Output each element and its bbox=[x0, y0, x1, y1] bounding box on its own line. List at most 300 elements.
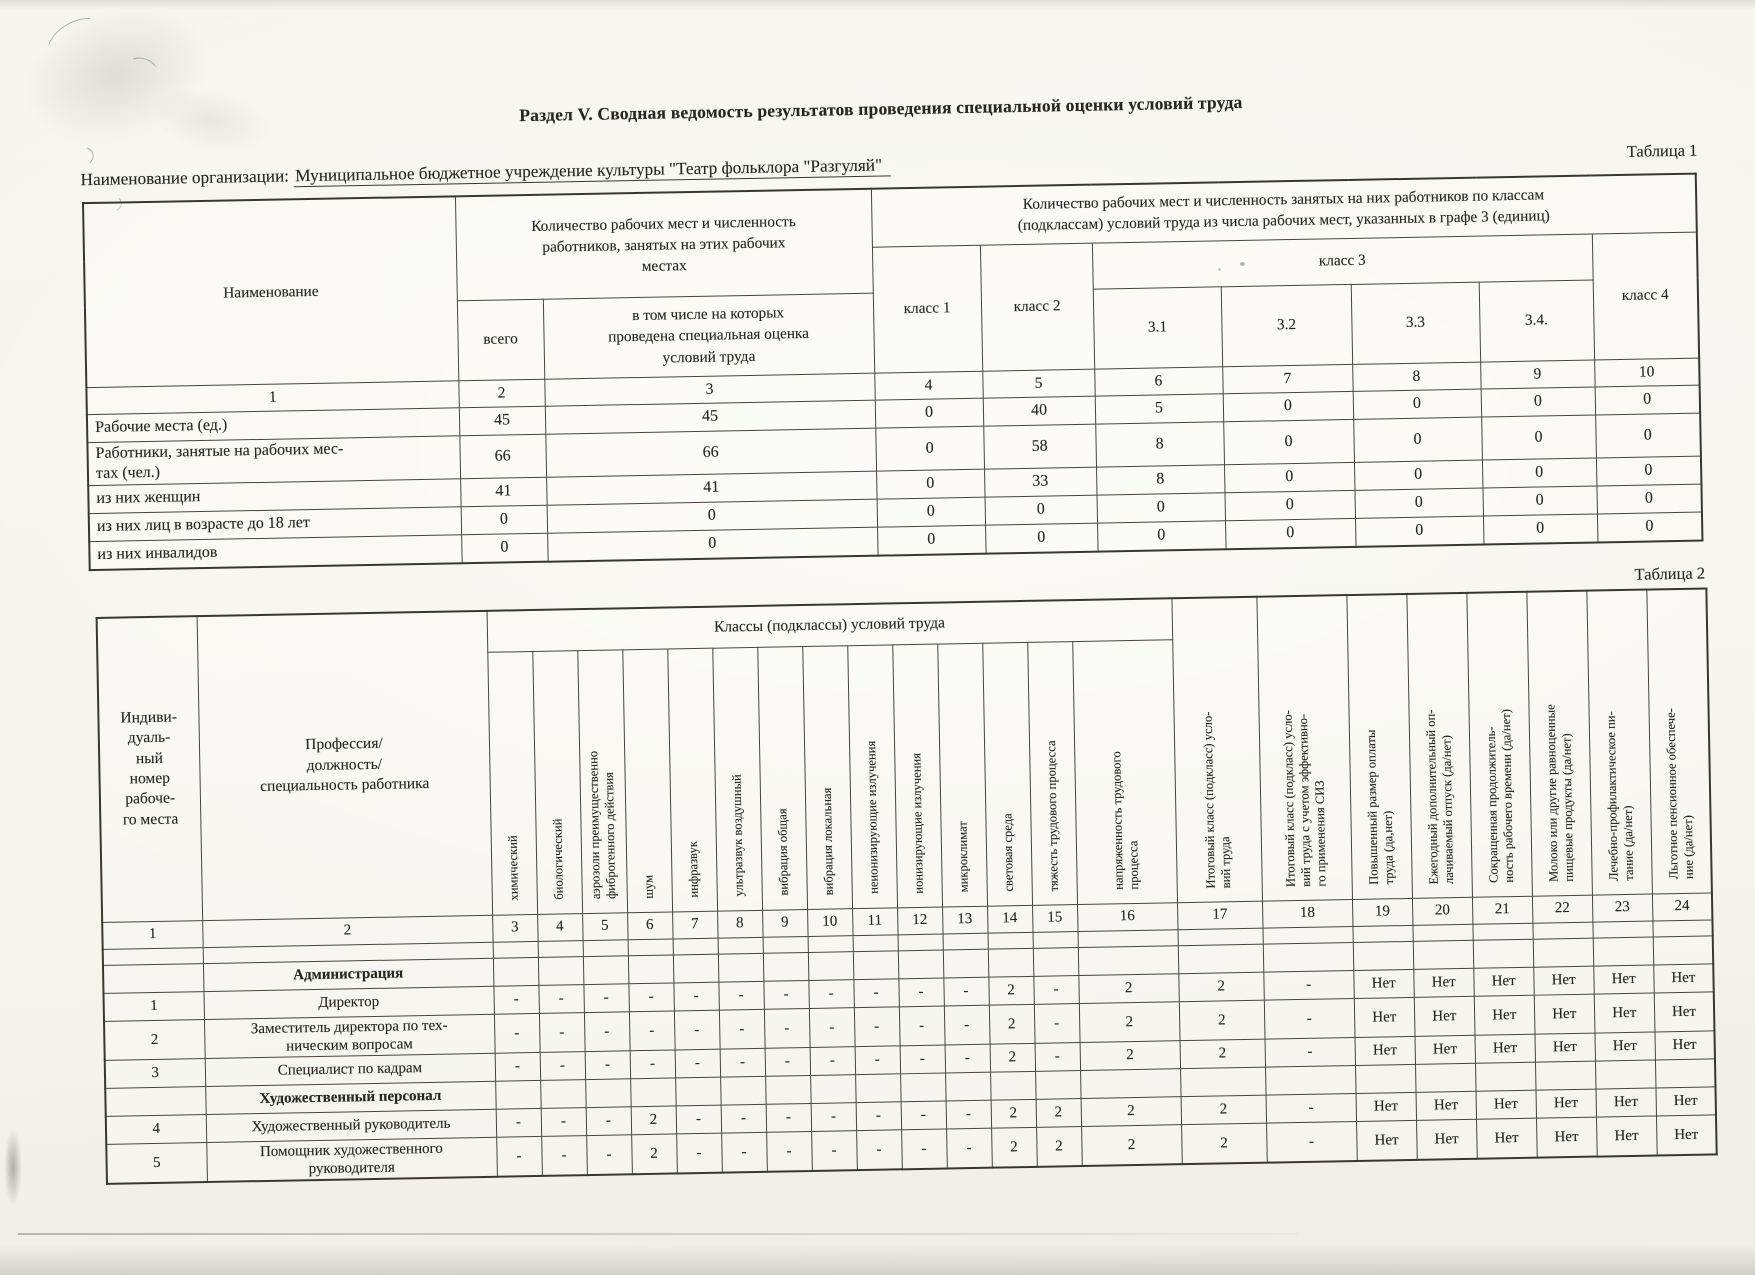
t2-cell: 2 bbox=[1181, 1095, 1266, 1125]
t2-cell: Нет bbox=[1414, 996, 1475, 1036]
t2-cell: - bbox=[540, 1051, 586, 1080]
t1-header-sub33: 3.3 bbox=[1351, 282, 1480, 364]
t2-cell bbox=[1653, 919, 1713, 936]
t1-cell: 0 bbox=[1225, 518, 1356, 549]
t2-cell bbox=[808, 935, 853, 952]
t2-cell: Нет bbox=[1656, 1086, 1717, 1115]
t2-cell: 2 bbox=[1080, 1040, 1181, 1070]
t2-header-vertical bbox=[892, 644, 942, 908]
t2-cell: - bbox=[718, 981, 764, 1010]
t2-cell bbox=[673, 938, 718, 955]
t2-column-number: 23 bbox=[1592, 894, 1652, 922]
t1-cell: 0 bbox=[877, 525, 986, 555]
t2-cell: 2 bbox=[1078, 973, 1179, 1003]
t1-header-class2: класс 2 bbox=[980, 243, 1094, 371]
t1-column-number: 8 bbox=[1352, 362, 1480, 391]
scan-paper-edge-line bbox=[18, 1233, 1298, 1235]
t2-cell bbox=[943, 949, 989, 978]
t2-cell: Нет bbox=[1536, 1117, 1597, 1158]
t1-cell: 0 bbox=[1481, 386, 1595, 416]
t1-cell: 0 bbox=[1223, 391, 1353, 421]
t1-cell: 66 bbox=[459, 434, 546, 479]
t2-cell: - bbox=[853, 978, 899, 1007]
t2-cell: 2 bbox=[1180, 1039, 1265, 1069]
t1-header-class1: класс 1 bbox=[872, 245, 982, 373]
t1-header-total: всего bbox=[457, 299, 544, 381]
t2-header-vertical-label: Льготное пенсионное обеспече- ние (да/нет) bbox=[1663, 708, 1696, 880]
t2-cell: - bbox=[946, 1128, 992, 1168]
t2-column-number: 6 bbox=[627, 911, 672, 939]
t2-cell: - bbox=[719, 1009, 765, 1049]
t1-cell: 0 bbox=[1483, 513, 1598, 544]
t2-cell: Нет bbox=[1355, 1036, 1416, 1065]
t2-cell bbox=[1535, 1061, 1596, 1090]
t2-header-vertical-label: световая среда bbox=[1000, 813, 1016, 892]
t2-cell: - bbox=[541, 1107, 587, 1136]
t2-header-workplace-number: Индиви- дуаль- ный номер рабоче- го места bbox=[97, 616, 203, 922]
t1-cell: 0 bbox=[547, 499, 877, 533]
t2-header-vertical bbox=[1647, 588, 1713, 894]
t2-cell: - bbox=[583, 983, 629, 1012]
t1-cell: 41 bbox=[546, 471, 876, 505]
t2-cell: - bbox=[630, 1049, 676, 1078]
t2-cell: 2 bbox=[1036, 1126, 1082, 1166]
t2-cell: - bbox=[494, 1013, 540, 1053]
t2-header-vertical bbox=[1027, 641, 1077, 905]
t2-row-number: 1 bbox=[103, 991, 203, 1021]
t2-header-vertical bbox=[1072, 639, 1177, 904]
t2-cell: - bbox=[538, 984, 584, 1013]
t2-header-vertical bbox=[712, 647, 762, 911]
t1-column-number: 7 bbox=[1222, 364, 1352, 393]
t2-header-vertical-label: вибрация общая bbox=[775, 808, 791, 897]
t2-cell bbox=[1413, 940, 1474, 969]
t1-column-number: 3 bbox=[544, 373, 874, 406]
t2-column-number: 9 bbox=[762, 909, 807, 937]
t1-cell: 40 bbox=[983, 396, 1095, 426]
t2-cell bbox=[1265, 1065, 1355, 1095]
t2-cell bbox=[1473, 923, 1533, 940]
t1-header-class3: класс 3 bbox=[1092, 234, 1593, 289]
t2-column-number: 14 bbox=[987, 905, 1032, 933]
t2-cell: Нет bbox=[1596, 1115, 1657, 1156]
t2-cell bbox=[1178, 944, 1263, 974]
t2-cell: - bbox=[945, 1044, 991, 1073]
t2-cell bbox=[988, 948, 1034, 977]
t1-header-name: Наименование bbox=[83, 196, 458, 387]
t2-cell: - bbox=[1266, 1093, 1356, 1123]
t1-cell: 0 bbox=[1223, 419, 1354, 464]
t2-cell: 2 bbox=[1181, 1123, 1267, 1164]
t2-cell: - bbox=[1265, 1037, 1355, 1067]
t2-header-vertical-label: ультразвук воздушный bbox=[729, 774, 746, 897]
t2-cell: - bbox=[628, 982, 674, 1011]
t2-cell: - bbox=[495, 1052, 541, 1081]
t2-cell: 2 bbox=[631, 1133, 677, 1173]
t2-cell: - bbox=[763, 980, 809, 1009]
t2-cell: 2 bbox=[1079, 1001, 1180, 1042]
t2-cell: 2 bbox=[1081, 1096, 1182, 1126]
t2-cell bbox=[1178, 928, 1263, 946]
t2-cell bbox=[585, 1078, 631, 1107]
t2-cell: - bbox=[944, 1005, 990, 1045]
t2-column-number: 16 bbox=[1077, 902, 1178, 931]
t2-cell: 2 bbox=[1036, 1098, 1082, 1127]
t1-cell: 0 bbox=[876, 469, 984, 499]
t1-cell: 8 bbox=[1096, 464, 1224, 494]
t2-cell bbox=[1353, 925, 1413, 942]
t2-cell: - bbox=[811, 1130, 857, 1170]
t2-header-vertical-label: аэрозоли преимущественно фиброгенного действия bbox=[586, 750, 619, 900]
t2-profession: Помощник художественного руководителя bbox=[206, 1137, 497, 1182]
t2-column-number: 24 bbox=[1652, 892, 1712, 920]
t2-cell: - bbox=[493, 985, 539, 1014]
t2-cell: Нет bbox=[1476, 1118, 1537, 1159]
t2-header-vertical bbox=[802, 645, 852, 909]
t1-cell: 45 bbox=[459, 406, 545, 436]
t1-cell: 58 bbox=[983, 424, 1096, 469]
t1-row-label: из них лиц в возрасте до 18 лет bbox=[89, 506, 461, 541]
t2-cell bbox=[1180, 1067, 1265, 1097]
t1-cell: 0 bbox=[985, 495, 1097, 525]
t2-cell: 2 bbox=[991, 1099, 1037, 1128]
t1-header-group-left: Количество рабочих мест и численность работников, занятых на этих рабочих местах bbox=[455, 189, 873, 301]
t2-cell: Нет bbox=[1354, 997, 1415, 1037]
t2-cell: - bbox=[946, 1100, 992, 1129]
t2-cell: - bbox=[673, 982, 719, 1011]
t2-header-vertical-label: биологический bbox=[550, 818, 566, 901]
t2-cell: - bbox=[1034, 1003, 1080, 1043]
t2-cell: - bbox=[496, 1136, 542, 1176]
t2-column-number: 2 bbox=[202, 915, 492, 947]
t2-cell: Нет bbox=[1413, 968, 1474, 997]
t2-cell: - bbox=[808, 979, 854, 1008]
t2-cell bbox=[493, 957, 539, 986]
t1-cell: 0 bbox=[1354, 488, 1482, 518]
t2-cell bbox=[1263, 942, 1353, 972]
t2-header-vertical-label: неионизирующие излучения bbox=[863, 741, 881, 895]
t2-cell: - bbox=[811, 1102, 857, 1131]
t2-cell: - bbox=[764, 1008, 810, 1048]
t2-cell: Нет bbox=[1535, 1033, 1596, 1062]
t2-cell bbox=[898, 934, 943, 951]
t2-column-number: 1 bbox=[102, 920, 202, 949]
t2-profession: Директор bbox=[203, 986, 493, 1019]
t2-header-vertical-label: Итоговый класс (подкласс) усло- вий труда bbox=[1200, 711, 1234, 889]
t2-cell: Нет bbox=[1533, 966, 1594, 995]
t2-header-vertical-label: химический bbox=[505, 835, 521, 902]
t2-column-number: 17 bbox=[1177, 901, 1262, 930]
t2-cell bbox=[673, 954, 719, 983]
t2-cell bbox=[898, 950, 944, 979]
t2-cell bbox=[1080, 1068, 1181, 1098]
t2-cell: Нет bbox=[1654, 991, 1715, 1031]
t2-cell: - bbox=[675, 1049, 721, 1078]
t2-column-number: 5 bbox=[582, 912, 627, 940]
t2-cell: - bbox=[720, 1048, 766, 1077]
t2-column-number: 15 bbox=[1032, 904, 1077, 932]
t2-cell: Нет bbox=[1416, 1119, 1477, 1160]
t2-cell: - bbox=[585, 1050, 631, 1079]
t2-column-number: 4 bbox=[537, 913, 582, 941]
t2-cell: Нет bbox=[1595, 1031, 1656, 1060]
t1-cell: 33 bbox=[984, 467, 1096, 497]
t2-header-vertical-label: инфразвук bbox=[685, 841, 701, 898]
t2-cell: - bbox=[901, 1101, 947, 1130]
t2-cell: - bbox=[1264, 998, 1355, 1039]
t2-cell: - bbox=[943, 977, 989, 1006]
t2-cell: Нет bbox=[1596, 1087, 1657, 1116]
t2-cell bbox=[1353, 941, 1414, 970]
t2-cell bbox=[495, 1080, 541, 1109]
t2-header-vertical bbox=[667, 648, 717, 912]
t2-cell: - bbox=[1033, 975, 1079, 1004]
t2-header-vertical-label: Ежегодный дополнительный оп- лачиваемый отпуск (да/нет) bbox=[1423, 709, 1456, 885]
t1-cell: 8 bbox=[1095, 421, 1224, 466]
t2-cell: - bbox=[766, 1103, 812, 1132]
t2-header-vertical bbox=[982, 642, 1032, 906]
t1-header-sub34: 3.4. bbox=[1479, 280, 1594, 362]
t2-cell: Нет bbox=[1594, 993, 1655, 1033]
t2-cell bbox=[538, 956, 584, 985]
table1-summary bbox=[82, 173, 1704, 571]
t2-cell: Нет bbox=[1476, 1090, 1537, 1119]
t1-cell: 0 bbox=[1595, 413, 1701, 458]
t1-header-group-right: Количество рабочих мест и численность занятых на них работников по классам (подклассам) условий труда из числа рабочих мест, указанных в графе 3 (единиц) bbox=[871, 174, 1697, 247]
t2-cell bbox=[103, 947, 203, 965]
t2-column-number: 21 bbox=[1472, 896, 1532, 924]
t2-cell: Нет bbox=[1356, 1120, 1417, 1161]
t1-row-label: из них инвалидов bbox=[89, 534, 461, 569]
t2-column-number: 12 bbox=[897, 907, 942, 935]
t2-column-number: 11 bbox=[852, 907, 897, 935]
t2-cell: - bbox=[900, 1045, 946, 1074]
t1-header-class4: класс 4 bbox=[1592, 232, 1699, 360]
t2-header-vertical bbox=[1407, 592, 1473, 898]
t1-column-number: 2 bbox=[458, 379, 544, 408]
t2-cell: 2 bbox=[1081, 1124, 1182, 1165]
t2-cell bbox=[763, 952, 809, 981]
organization-name: Муниципальное бюджетное учреждение культуры "Театр фольклора "Разгуляй" bbox=[293, 155, 890, 187]
t2-cell: - bbox=[584, 1011, 630, 1051]
t2-cell: Нет bbox=[1416, 1091, 1477, 1120]
t1-cell: 0 bbox=[1353, 389, 1481, 419]
t2-cell: - bbox=[1266, 1121, 1357, 1162]
t2-header-vertical bbox=[1172, 596, 1263, 902]
t1-cell: 0 bbox=[1482, 485, 1596, 515]
t2-cell bbox=[1413, 924, 1473, 941]
t2-cell bbox=[1473, 939, 1534, 968]
t2-cell bbox=[718, 937, 763, 954]
t2-cell bbox=[1533, 938, 1594, 967]
t1-cell: 0 bbox=[1355, 516, 1484, 547]
t2-cell: - bbox=[676, 1133, 722, 1173]
t2-row-number: 3 bbox=[105, 1058, 205, 1088]
t2-header-vertical bbox=[1587, 589, 1653, 895]
t2-cell: - bbox=[810, 1046, 856, 1075]
t2-cell bbox=[765, 1075, 811, 1104]
t2-column-number: 3 bbox=[492, 914, 537, 942]
t2-cell: 2 bbox=[988, 976, 1034, 1005]
t2-cell: Нет bbox=[1473, 967, 1534, 996]
t2-cell: Нет bbox=[1415, 1035, 1476, 1064]
t2-header-vertical bbox=[487, 651, 537, 915]
t1-header-sub32: 3.2 bbox=[1221, 284, 1352, 366]
t1-cell: 66 bbox=[545, 428, 876, 477]
t2-cell: - bbox=[854, 1006, 900, 1046]
t2-cell bbox=[540, 1079, 586, 1108]
t2-header-vertical-label: шум bbox=[641, 874, 656, 899]
t2-header-vertical-label: напряженность трудового процесса bbox=[1108, 751, 1141, 890]
t2-cell: Нет bbox=[1655, 1030, 1716, 1059]
t2-cell bbox=[990, 1071, 1036, 1100]
t2-cell bbox=[538, 940, 583, 957]
table1-caption: Таблица 1 bbox=[1626, 140, 1698, 161]
t2-header-vertical-label: тяжесть трудового процесса bbox=[1043, 739, 1061, 892]
t1-cell: 45 bbox=[545, 400, 875, 434]
t2-column-number: 7 bbox=[672, 911, 717, 939]
t2-cell: - bbox=[721, 1104, 767, 1133]
t2-cell bbox=[103, 963, 203, 993]
t2-cell: 2 bbox=[989, 1004, 1035, 1044]
t1-cell: 0 bbox=[461, 533, 548, 563]
t2-cell bbox=[1593, 921, 1653, 938]
t2-cell: - bbox=[541, 1135, 587, 1175]
t2-cell: Нет bbox=[1356, 1092, 1417, 1121]
t2-profession: Художественный руководитель bbox=[206, 1109, 496, 1142]
t2-cell: Нет bbox=[1653, 963, 1714, 992]
t2-cell bbox=[1593, 937, 1654, 966]
t1-column-number: 10 bbox=[1594, 358, 1700, 387]
t2-header-classes-group: Классы (подклассы) условий труда bbox=[487, 598, 1173, 652]
t2-header-vertical-label: Лечебно-профилактическое пи- тание (да/нет) bbox=[1603, 710, 1636, 881]
t2-cell bbox=[1653, 935, 1714, 964]
t1-row-label: Работники, занятые на рабочих мес- тах (чел.) bbox=[87, 435, 460, 485]
t2-cell: - bbox=[496, 1108, 542, 1137]
t2-cell bbox=[1533, 922, 1593, 939]
t2-cell bbox=[810, 1074, 856, 1103]
t2-column-number: 13 bbox=[942, 906, 987, 934]
t2-header-profession: Профессия/ должность/ специальность работника bbox=[197, 610, 493, 920]
t1-column-number: 6 bbox=[1094, 366, 1222, 395]
t2-cell: - bbox=[899, 1006, 945, 1046]
t2-cell: - bbox=[855, 1045, 901, 1074]
t2-cell: - bbox=[898, 978, 944, 1007]
organization-line bbox=[80, 155, 890, 190]
t2-header-vertical bbox=[847, 644, 897, 908]
t2-header-vertical-label: вибрация локальная bbox=[819, 787, 836, 896]
t1-column-number: 1 bbox=[86, 380, 458, 414]
t1-cell: 0 bbox=[1225, 490, 1355, 520]
scan-edge-shadow-bottom bbox=[0, 1245, 1755, 1275]
t2-cell bbox=[675, 1077, 721, 1106]
t2-header-vertical-label: Итоговый класс (подкласс) усло- вий труда с учетом эффективно- го применения СИЗ bbox=[1280, 709, 1329, 887]
t2-column-number: 19 bbox=[1352, 898, 1412, 926]
t2-cell bbox=[628, 954, 674, 983]
t1-column-number: 5 bbox=[982, 369, 1094, 398]
t2-cell bbox=[583, 939, 628, 956]
t2-header-vertical bbox=[1347, 593, 1413, 899]
t2-header-vertical-label: микроклимат bbox=[955, 821, 971, 893]
t1-cell: 0 bbox=[875, 398, 983, 428]
t2-header-vertical bbox=[1467, 591, 1533, 897]
t2-cell: - bbox=[1263, 970, 1353, 1000]
t2-header-vertical bbox=[1257, 595, 1353, 901]
t1-cell: 0 bbox=[1097, 520, 1226, 551]
t2-cell: - bbox=[586, 1134, 632, 1174]
table2-workplaces bbox=[96, 587, 1718, 1184]
t1-row-label: Рабочие места (ед.) bbox=[87, 407, 459, 442]
t2-header-vertical bbox=[1527, 590, 1593, 896]
t2-cell: Нет bbox=[1656, 1114, 1717, 1155]
t2-cell: - bbox=[766, 1131, 812, 1171]
t1-cell: 0 bbox=[1597, 512, 1703, 542]
t2-cell bbox=[853, 950, 899, 979]
t1-cell: 0 bbox=[547, 527, 877, 562]
t2-header-vertical bbox=[577, 649, 627, 913]
t1-header-sub31: 3.1 bbox=[1093, 286, 1222, 368]
t2-header-vertical-label: Сокращенная продолжитель- ность рабочего времени (да/нет) bbox=[1483, 708, 1516, 884]
t2-cell bbox=[583, 955, 629, 984]
t2-cell bbox=[1033, 931, 1078, 948]
t2-column-number: 8 bbox=[717, 910, 762, 938]
t2-cell bbox=[1655, 1058, 1716, 1087]
t2-header-vertical-label: Молоко или другие равноценные пищевые продукты (да/нет) bbox=[1543, 704, 1576, 882]
t2-cell bbox=[1033, 947, 1079, 976]
t2-row-number: 2 bbox=[104, 1019, 205, 1060]
t1-row-label: из них женщин bbox=[88, 478, 460, 513]
t2-cell bbox=[720, 1076, 766, 1105]
t1-cell: 41 bbox=[460, 477, 546, 507]
t2-cell: Нет bbox=[1593, 965, 1654, 994]
t2-section-label: Художественный персонал bbox=[205, 1081, 495, 1114]
t2-cell: 2 bbox=[631, 1105, 677, 1134]
t2-cell: Нет bbox=[1353, 969, 1414, 998]
t2-column-number: 10 bbox=[807, 908, 852, 936]
t2-cell: 2 bbox=[991, 1127, 1037, 1167]
t2-cell: - bbox=[1035, 1042, 1081, 1071]
t2-cell: - bbox=[765, 1047, 811, 1076]
t2-column-number: 22 bbox=[1532, 895, 1592, 923]
t2-cell: Нет bbox=[1475, 1034, 1536, 1063]
t2-profession: Заместитель директора по тех- ническим вопросам bbox=[204, 1014, 495, 1058]
t2-cell bbox=[945, 1072, 991, 1101]
t2-cell: - bbox=[586, 1106, 632, 1135]
t2-cell: 2 bbox=[990, 1043, 1036, 1072]
t2-cell: - bbox=[676, 1105, 722, 1134]
t2-cell bbox=[853, 934, 898, 951]
t2-cell bbox=[900, 1073, 946, 1102]
t1-cell: 5 bbox=[1095, 393, 1223, 423]
t2-cell bbox=[808, 951, 854, 980]
t1-cell: 0 bbox=[1353, 417, 1482, 462]
t2-cell: 2 bbox=[1179, 1000, 1265, 1041]
t2-header-vertical bbox=[532, 650, 582, 914]
t1-column-number: 9 bbox=[1480, 359, 1594, 388]
t2-cell bbox=[718, 953, 764, 982]
t2-profession: Специалист по кадрам bbox=[205, 1053, 495, 1086]
t2-cell: 2 bbox=[1178, 972, 1263, 1002]
t2-cell: - bbox=[721, 1132, 767, 1172]
t1-cell: 0 bbox=[461, 505, 547, 535]
t1-cell: 0 bbox=[1097, 492, 1225, 522]
t2-cell bbox=[1078, 929, 1178, 947]
t2-cell bbox=[628, 938, 673, 955]
section-title: Раздел V. Сводная ведомость результатов проведения специальной оценки условий труда bbox=[519, 91, 1243, 126]
t2-section-label: Администрация bbox=[203, 958, 493, 991]
t2-cell bbox=[1595, 1059, 1656, 1088]
t2-column-number: 18 bbox=[1262, 899, 1352, 928]
